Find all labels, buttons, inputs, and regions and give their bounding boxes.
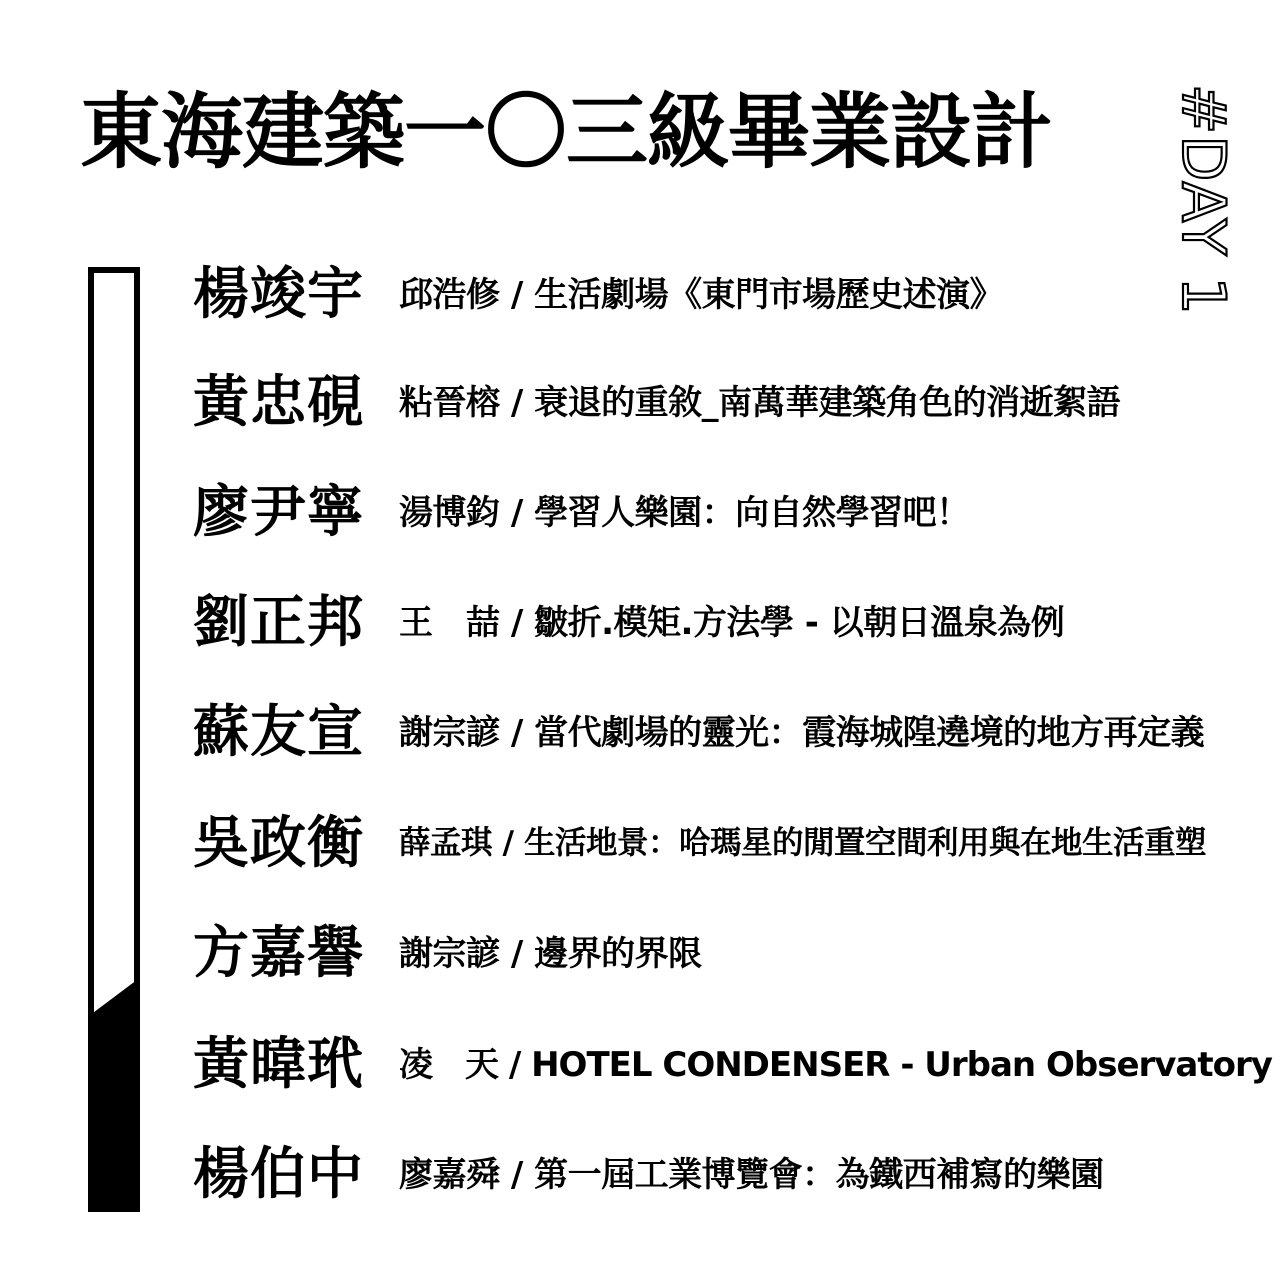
advisor-name: 謝宗諺	[399, 934, 500, 974]
entry-description	[399, 383, 1121, 423]
project-title: 當代劇場的靈光：霞海城隍遶境的地方再定義	[534, 713, 1205, 753]
entry-description	[399, 493, 970, 533]
student-name: 方嘉譽	[193, 921, 364, 986]
list-item	[193, 255, 1003, 335]
progress-fill	[94, 982, 134, 1206]
entry-description	[399, 603, 1065, 643]
project-title: 學習人樂園：向自然學習吧！	[534, 493, 970, 533]
advisor-name: 湯博鈞	[399, 493, 500, 533]
progress-fill-svg	[94, 273, 134, 1206]
entry-description	[399, 713, 1205, 753]
list-item	[193, 1135, 1104, 1215]
separator: /	[499, 934, 535, 974]
project-title: 邊界的界限	[534, 934, 702, 974]
advisor-name: 粘晉榕	[399, 383, 500, 423]
list-item	[193, 583, 1064, 663]
day-tag-text: #DAY 1	[1168, 84, 1238, 316]
project-title: HOTEL CONDENSER - Urban Observatory	[531, 1045, 1272, 1085]
advisor-name: 廖嘉舜	[399, 1155, 500, 1195]
list-item	[193, 473, 970, 553]
list-item	[193, 914, 702, 994]
separator: /	[499, 383, 535, 423]
separator: /	[492, 825, 524, 862]
progress-bar	[88, 267, 140, 1212]
student-name: 劉正邦	[193, 590, 364, 655]
list-item	[193, 804, 1206, 884]
entry-description	[399, 1045, 1272, 1085]
student-name: 黃暐玳	[193, 1032, 364, 1097]
advisor-name: 王 喆	[399, 603, 500, 643]
project-title: 生活劇場《東門市場歷史述演》	[534, 275, 1004, 315]
advisor-name: 邱浩修	[399, 275, 500, 315]
separator: /	[498, 1045, 532, 1085]
separator: /	[499, 1155, 535, 1195]
entry-description	[399, 934, 702, 974]
student-name: 蘇友宣	[193, 700, 364, 765]
project-title: 皺折.模矩.方法學 - 以朝日溫泉為例	[534, 603, 1065, 643]
separator: /	[499, 493, 535, 533]
separator: /	[499, 275, 535, 315]
advisor-name: 凌 天	[399, 1045, 498, 1085]
separator: /	[499, 603, 535, 643]
project-title: 衰退的重敘_南萬華建築角色的消逝絮語	[534, 383, 1121, 423]
separator: /	[499, 713, 535, 753]
list-item	[193, 693, 1204, 773]
advisor-name: 薛孟琪	[399, 825, 493, 862]
advisor-name: 謝宗諺	[399, 713, 500, 753]
student-name: 廖尹寧	[193, 480, 364, 545]
student-name: 吳政衡	[193, 811, 364, 876]
project-title: 生活地景：哈瑪星的閒置空間利用與在地生活重塑	[523, 825, 1206, 862]
student-name: 楊竣宇	[193, 262, 364, 327]
day-tag	[1168, 78, 1241, 328]
project-title: 第一屆工業博覽會：為鐵西補寫的樂園	[534, 1155, 1104, 1195]
entry-description	[399, 1155, 1104, 1195]
entry-description	[399, 275, 1004, 315]
student-name: 黃忠硯	[193, 370, 364, 435]
student-name: 楊伯中	[193, 1142, 364, 1207]
page-title: 東海建築一〇三級畢業設計	[80, 85, 1053, 180]
list-item	[193, 1025, 1272, 1105]
list-item	[193, 363, 1120, 443]
entry-description	[399, 825, 1206, 862]
